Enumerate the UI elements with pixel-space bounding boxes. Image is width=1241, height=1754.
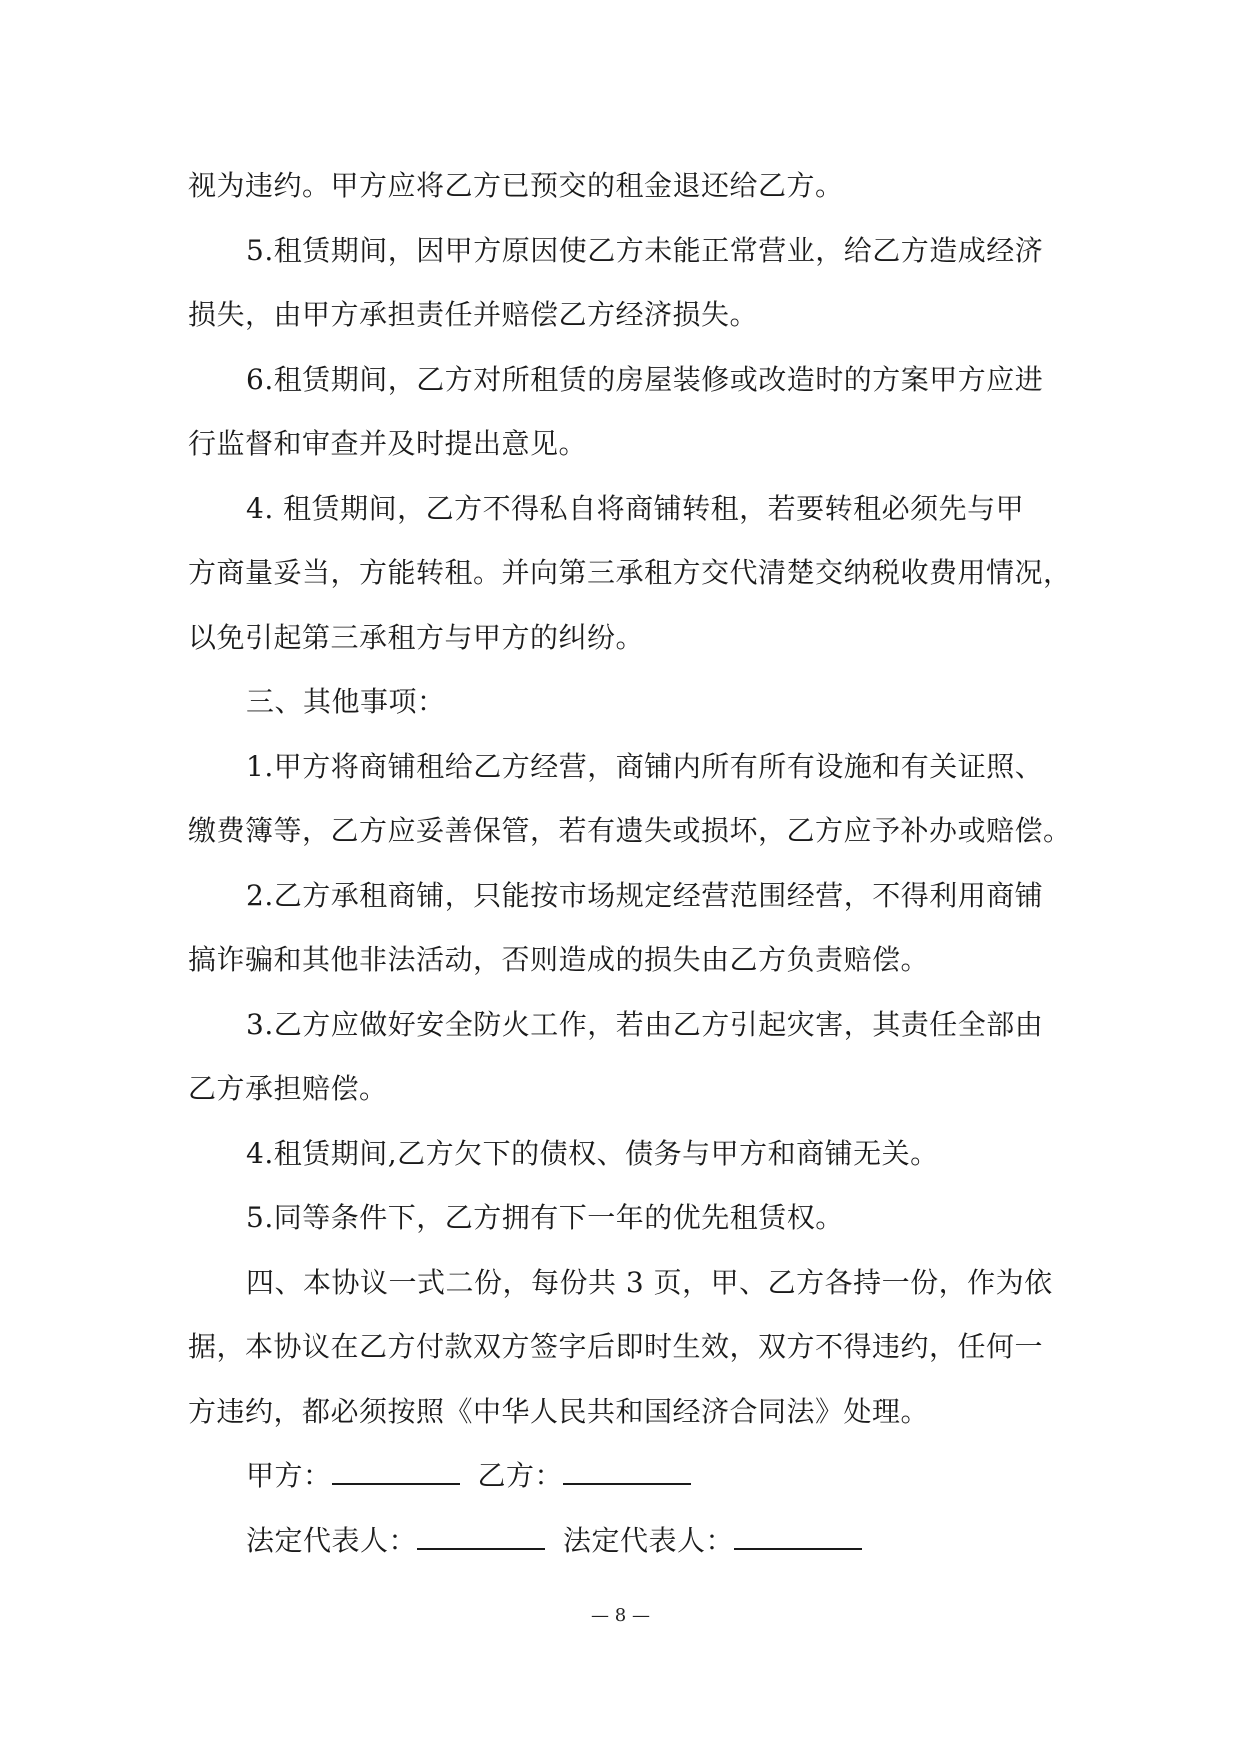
text-line-17: 5.同等条件下，乙方拥有下一年的优先租赁权。 [246, 1201, 844, 1234]
text-line-8: 以免引起第三承租方与甲方的纠纷。 [188, 620, 645, 654]
signature-row-parties [188, 1444, 1058, 1509]
text-line-1: 视为违约。甲方应将乙方已预交的租金退还给乙方。 [188, 169, 844, 202]
party-b-signature-blank [563, 1455, 691, 1485]
section-heading-other-matters: 三、其他事项： [246, 685, 446, 718]
text-line-6: 4. 租赁期间，乙方不得私自将商铺转租，若要转租必须先与甲 [246, 491, 1025, 525]
party-a-signature-blank [332, 1455, 460, 1485]
text-line-11: 缴费簿等，乙方应妥善保管，若有遗失或损坏，乙方应予补办或赔偿。 [188, 814, 1072, 847]
rep-a-signature-blank [417, 1520, 545, 1550]
text-line-14: 3.乙方应做好安全防火工作，若由乙方引起灾害，其责任全部由 [246, 1007, 1044, 1041]
text-line-7: 方商量妥当，方能转租。并向第三承租方交代清楚交纳税收费用情况， [188, 556, 1072, 589]
party-a-label: 甲方： [246, 1459, 332, 1492]
text-line-2: 5.租赁期间，因甲方原因使乙方未能正常营业，给乙方造成经济 [246, 233, 1044, 267]
text-line-18: 四、本协议一式二份，每份共 3 页，甲、乙方各持一份，作为依 [246, 1265, 1053, 1299]
text-line-10: 1.甲方将商铺租给乙方经营，商铺内所有所有设施和有关证照、 [246, 749, 1044, 783]
text-line-5: 行监督和审查并及时提出意见。 [188, 427, 588, 460]
text-line-20: 方违约，都必须按照《中华人民共和国经济合同法》处理。 [188, 1394, 930, 1428]
text-line-15: 乙方承担赔偿。 [188, 1072, 388, 1105]
rep-b-signature-blank [734, 1520, 862, 1550]
signature-row-representatives [188, 1509, 1058, 1574]
page-number: — 8 — [591, 1605, 650, 1626]
rep-a-label: 法定代表人： [246, 1523, 418, 1557]
text-line-4: 6.租赁期间，乙方对所租赁的房屋装修或改造时的方案甲方应进 [246, 362, 1044, 396]
text-line-12: 2.乙方承租商铺，只能按市场规定经营范围经营，不得利用商铺 [246, 878, 1044, 912]
document-body [188, 154, 1072, 1573]
party-b-label: 乙方： [477, 1459, 564, 1492]
text-line-13: 搞诈骗和其他非法活动，否则造成的损失由乙方负责赔偿。 [188, 943, 930, 976]
text-line-19: 据，本协议在乙方付款双方签字后即时生效，双方不得违约，任何一 [188, 1330, 1044, 1363]
text-line-16: 4.租赁期间,乙方欠下的债权、债务与甲方和商铺无关。 [246, 1136, 939, 1170]
rep-b-label: 法定代表人： [563, 1523, 735, 1557]
text-line-3: 损失，由甲方承担责任并赔偿乙方经济损失。 [188, 298, 759, 331]
